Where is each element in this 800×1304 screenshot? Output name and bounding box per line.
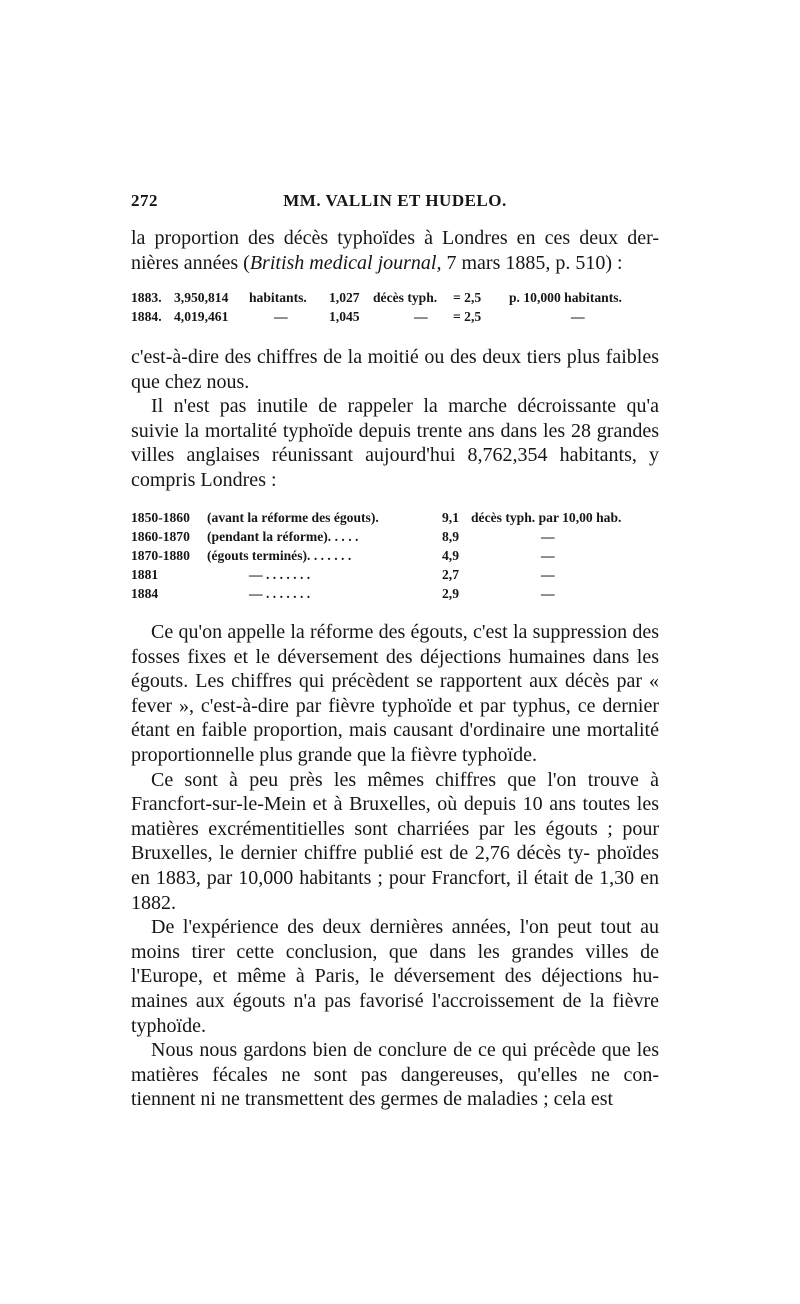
body-paragraphs-2 [131,620,659,1112]
period-cell: 1850-1860 [131,510,190,525]
period-cell: 1881 [131,567,159,582]
stats-row [131,546,661,565]
intro-paragraph [131,226,659,275]
rate-cell: = 2,5 [453,290,482,305]
intro-text-end: 7 mars 1885, p. 510) : [441,251,623,274]
unit-cell: — [541,529,555,544]
paragraph: Nous nous gardons bien de conclure de ce qui précède que les matières fécales ne sont pas dangereuses, qu'elles ne con- tiennent ni ne transmettent des germes de maladies ; cela est [131,1039,659,1111]
period-cell: 1884 [131,586,159,601]
paragraph: c'est-à-dire des chiffres de la moitié ou des deux tiers plus faibles que chez nous. [131,346,659,393]
intro-text: la proportion des décès typhoïdes à Londres en ces deux der- nières années ( [131,227,659,274]
page-number: 272 [131,191,158,210]
stats-row [131,527,661,546]
stats-row [131,584,661,603]
stats-row [131,508,661,527]
unit-cell: décès typh. par 10,00 hab. [471,510,622,525]
value-cell: 4,9 [442,548,459,563]
source-citation: British medical journal, [249,251,442,274]
year-cell: 1884. [131,309,162,324]
per-cell: — [571,309,585,324]
year-cell: 1883. [131,290,162,305]
english-cities-stats-table [131,508,661,603]
population-cell: 3,950,814 [174,290,229,305]
stats-row [131,565,661,584]
deaths-unit-cell: décès typh. [373,290,438,305]
body-paragraphs-1 [131,345,659,493]
running-head [131,191,659,213]
per-cell: p. 10,000 habitants. [509,290,622,305]
note-cell: (avant la réforme des égouts). [207,510,379,525]
deaths-unit-cell: — [414,309,428,324]
value-cell: 8,9 [442,529,459,544]
paragraph: Ce sont à peu près les mêmes chiffres que l'on trouve à Francfort-sur-le-Mein et à Bruxelles, où depuis 10 ans toutes les matières excrémentitielles sont charriées par les égouts ; pour Bruxelles, le dernier chiffre publié est de 2,76 décès ty- phoïdes en 1883, par 10,000 habitants ; pour Francfort, il était de 1,30 en 1882. [131,768,659,914]
value-cell: 2,7 [442,567,459,582]
note-cell: — . . . . . . . [249,567,311,582]
unit-cell: — [274,309,288,324]
stats-row [131,288,661,307]
population-cell: 4,019,461 [174,309,229,324]
paragraph: De l'expérience des deux dernières années, l'on peut tout au moins tirer cette conclusion, que dans les grandes villes de l'Europe, et même à Paris, le déversement des déjections hu- maines aux égouts n'a pas favorisé l'accroissement de la fièvre typhoïde. [131,916,659,1037]
deaths-cell: 1,045 [329,309,360,324]
paragraph: Ce qu'on appelle la réforme des égouts, c'est la suppression des fosses fixes et le déversement des déjections humaines dans les égouts. Les chiffres qui précèdent se rapportent aux décès par « fever », c'est-à-dire par fièvre typhoïde et par typhus, ce dernier étant en faible proportion, mais causant d'ordinaire une mortalité proportionnelle plus grande que la fièvre typhoïde. [131,621,659,766]
period-cell: 1860-1870 [131,529,190,544]
note-cell: — . . . . . . . [249,586,311,601]
unit-cell: habitants. [249,290,307,305]
unit-cell: — [541,586,555,601]
note-cell: (égouts terminés). . . . . . . [207,548,352,563]
value-cell: 9,1 [442,510,459,525]
paragraph: Il n'est pas inutile de rappeler la marche décroissante qu'a suivie la mortalité typhoïde depuis trente ans dans les 28 grandes villes anglaises réunissant aujourd'hui 8,762,354 habitants, y compris Londres : [131,395,659,491]
stats-row [131,307,661,326]
period-cell: 1870-1880 [131,548,190,563]
unit-cell: — [541,548,555,563]
value-cell: 2,9 [442,586,459,601]
unit-cell: — [541,567,555,582]
rate-cell: = 2,5 [453,309,482,324]
deaths-cell: 1,027 [329,290,360,305]
running-title: MM. VALLIN ET HUDELO. [283,191,507,210]
note-cell: (pendant la réforme). . . . . [207,529,359,544]
london-stats-table [131,288,661,326]
